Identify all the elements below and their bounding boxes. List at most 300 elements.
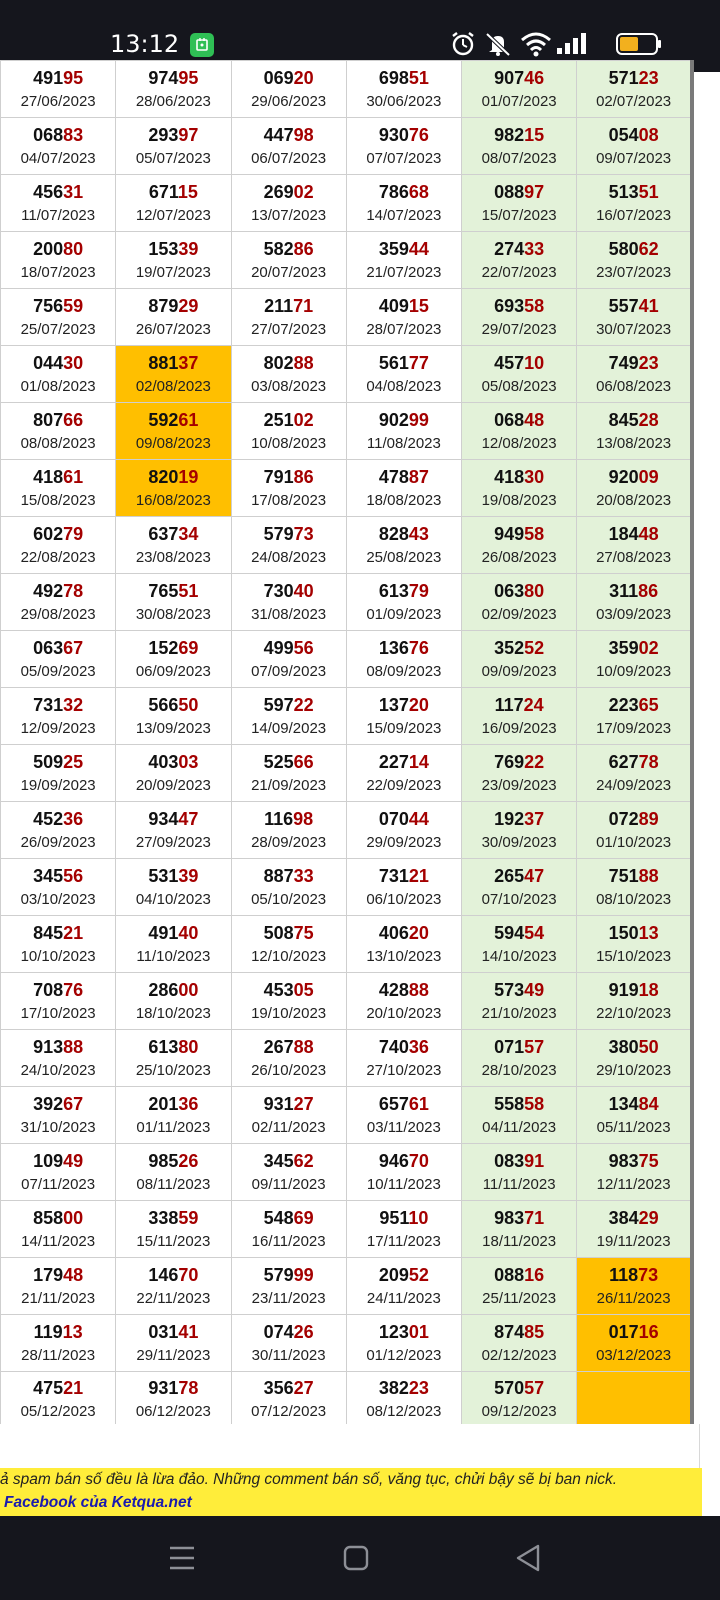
result-number	[116, 124, 230, 146]
result-number	[577, 865, 690, 887]
result-date: 04/10/2023	[135, 890, 211, 908]
result-cell	[1, 1315, 116, 1372]
result-date: 04/11/2023	[482, 1118, 557, 1136]
results-row	[1, 232, 693, 289]
result-number-tail: 23	[408, 1377, 429, 1398]
result-number-tail: 58	[524, 295, 545, 316]
result-cell	[577, 403, 692, 460]
result-number	[577, 751, 690, 773]
result-number-tail: 58	[524, 523, 545, 544]
result-number-head: 558	[494, 1093, 525, 1114]
result-number-tail: 05	[293, 979, 314, 1000]
result-number	[577, 979, 690, 1001]
result-date: 16/09/2023	[481, 719, 557, 737]
result-cell	[346, 1030, 461, 1087]
result-cell	[231, 289, 346, 346]
result-date: 29/07/2023	[481, 320, 557, 338]
result-cell	[577, 973, 692, 1030]
result-date: 08/07/2023	[481, 149, 557, 167]
result-number-tail: 13	[62, 1321, 83, 1342]
result-number-tail: 39	[178, 238, 199, 259]
result-cell	[577, 61, 692, 118]
result-number-tail: 15	[177, 181, 198, 202]
mute-icon	[484, 30, 512, 63]
result-number-tail: 95	[63, 67, 84, 88]
result-date: 29/09/2023	[366, 833, 442, 851]
result-date: 11/11/2023	[482, 1175, 556, 1193]
result-number	[1, 295, 115, 317]
result-number-tail: 98	[293, 124, 314, 145]
result-number-head: 274	[494, 238, 525, 259]
result-cell	[116, 916, 231, 973]
result-date: 18/11/2023	[482, 1232, 557, 1250]
result-number-tail: 52	[524, 637, 545, 658]
result-number	[462, 1264, 576, 1286]
result-number	[116, 181, 230, 203]
result-date: 06/09/2023	[135, 662, 211, 680]
result-cell	[116, 118, 231, 175]
result-number-head: 919	[608, 979, 639, 1000]
result-cell	[462, 118, 577, 175]
result-number-tail: 61	[178, 409, 199, 430]
result-number-head: 136	[378, 637, 409, 658]
result-number	[347, 523, 461, 545]
result-number	[232, 466, 346, 488]
result-date: 02/11/2023	[251, 1118, 326, 1136]
result-number-head: 403	[148, 751, 179, 772]
result-number-head: 693	[494, 295, 525, 316]
result-number	[232, 694, 346, 716]
result-number-tail: 21	[63, 922, 84, 943]
result-number-tail: 97	[178, 124, 199, 145]
result-number-head: 382	[378, 1377, 409, 1398]
result-number	[577, 124, 690, 146]
result-cell	[1, 574, 116, 631]
result-number	[347, 979, 461, 1001]
result-number	[1, 694, 115, 716]
result-number-head: 946	[378, 1150, 409, 1171]
result-number	[116, 238, 230, 260]
result-date: 04/08/2023	[366, 377, 442, 395]
facebook-link[interactable]: Facebook của Ketqua.net	[4, 1494, 192, 1511]
results-row	[1, 1372, 693, 1429]
result-number	[462, 238, 576, 260]
result-number-head: 769	[494, 751, 525, 772]
result-number-head: 452	[33, 808, 64, 829]
result-date: 24/10/2023	[20, 1061, 96, 1079]
result-cell	[577, 1201, 692, 1258]
result-cell	[346, 916, 461, 973]
result-number-tail: 44	[408, 808, 429, 829]
result-number-head: 983	[494, 1207, 525, 1228]
result-number	[462, 466, 576, 488]
result-number-tail: 70	[408, 1150, 429, 1171]
result-number-head: 602	[33, 523, 64, 544]
result-number	[232, 1150, 346, 1172]
result-date: 15/08/2023	[20, 491, 96, 509]
result-date: 29/10/2023	[596, 1061, 672, 1079]
result-cell	[116, 631, 231, 688]
result-number-head: 525	[263, 751, 294, 772]
result-number	[462, 580, 576, 602]
result-cell	[577, 802, 692, 859]
result-number-head: 074	[263, 1321, 294, 1342]
result-number-head: 293	[148, 124, 179, 145]
result-number	[116, 1207, 230, 1229]
home-icon[interactable]	[336, 1540, 376, 1576]
result-number	[462, 295, 576, 317]
results-table-container[interactable]	[0, 67, 694, 1424]
result-cell	[231, 61, 346, 118]
results-row	[1, 631, 693, 688]
result-number	[232, 1321, 346, 1343]
result-cell	[1, 460, 116, 517]
result-date: 23/07/2023	[596, 263, 672, 281]
result-number-head: 845	[608, 409, 639, 430]
result-cell	[231, 1315, 346, 1372]
result-number-tail: 70	[178, 1264, 199, 1285]
result-date: 08/09/2023	[366, 662, 442, 680]
result-cell	[231, 1087, 346, 1144]
result-number-head: 930	[378, 124, 409, 145]
result-date: 08/08/2023	[20, 434, 96, 452]
result-number	[577, 67, 690, 89]
result-number-head: 613	[148, 1036, 179, 1057]
result-number	[116, 352, 230, 374]
result-date: 12/10/2023	[251, 947, 327, 965]
result-number-head: 698	[378, 67, 409, 88]
result-number-head: 267	[263, 1036, 294, 1057]
result-cell	[462, 916, 577, 973]
result-cell	[231, 346, 346, 403]
result-number	[347, 637, 461, 659]
menu-icon[interactable]	[162, 1540, 202, 1576]
result-date: 25/08/2023	[366, 548, 442, 566]
result-number	[347, 1377, 461, 1399]
result-cell	[1, 973, 116, 1030]
result-cell	[231, 1030, 346, 1087]
result-cell	[116, 859, 231, 916]
result-number	[1, 1150, 115, 1172]
result-number-head: 072	[608, 808, 639, 829]
page-spacer	[0, 1424, 700, 1468]
result-number-head: 123	[378, 1321, 409, 1342]
result-number	[462, 865, 576, 887]
result-cell	[231, 973, 346, 1030]
result-date: 14/09/2023	[251, 719, 327, 737]
result-number-tail: 56	[63, 865, 84, 886]
result-number	[462, 637, 576, 659]
result-number-head: 828	[378, 523, 409, 544]
result-number	[116, 1036, 230, 1058]
result-number-tail: 15	[408, 295, 429, 316]
result-date: 25/07/2023	[20, 320, 96, 338]
result-number-tail: 00	[178, 979, 199, 1000]
result-date: 27/08/2023	[596, 548, 672, 566]
result-number	[462, 1036, 576, 1058]
result-date: 05/10/2023	[251, 890, 327, 908]
result-date: 01/10/2023	[596, 833, 672, 851]
result-number-head: 499	[263, 637, 294, 658]
result-number-head: 931	[148, 1377, 179, 1398]
result-number	[1, 637, 115, 659]
result-number-head: 820	[148, 466, 179, 487]
result-number-head: 594	[494, 922, 525, 943]
result-number-tail: 59	[63, 295, 84, 316]
result-cell	[462, 1144, 577, 1201]
result-number-tail: 37	[178, 352, 199, 373]
result-number-head: 791	[263, 466, 294, 487]
result-number-head: 345	[33, 865, 64, 886]
result-number-head: 211	[264, 295, 294, 316]
result-date: 14/11/2023	[21, 1232, 96, 1250]
result-cell	[462, 631, 577, 688]
result-date: 13/10/2023	[366, 947, 442, 965]
result-number	[1, 466, 115, 488]
result-number-head: 671	[148, 181, 178, 202]
result-number-tail: 57	[524, 1377, 545, 1398]
result-number-tail: 10	[408, 1207, 429, 1228]
result-date: 26/10/2023	[251, 1061, 327, 1079]
result-number-tail: 80	[178, 1036, 199, 1057]
result-number	[1, 1093, 115, 1115]
result-number-tail: 22	[293, 694, 314, 715]
result-number-tail: 98	[293, 808, 314, 829]
result-cell	[1, 1030, 116, 1087]
result-cell	[577, 1258, 692, 1315]
result-cell	[462, 574, 577, 631]
results-row	[1, 1144, 693, 1201]
result-number	[1, 1207, 115, 1229]
result-number-head: 068	[494, 409, 525, 430]
result-number	[347, 181, 461, 203]
result-number	[1, 352, 115, 374]
result-date: 07/11/2023	[21, 1175, 96, 1193]
result-date: 11/07/2023	[21, 206, 96, 224]
result-number-tail: 67	[63, 637, 84, 658]
result-date: 03/12/2023	[596, 1346, 672, 1364]
result-number-tail: 50	[638, 1036, 659, 1057]
result-cell	[577, 175, 692, 232]
result-date: 30/07/2023	[596, 320, 672, 338]
result-number-head: 531	[148, 865, 179, 886]
result-number	[1, 808, 115, 830]
result-number-head: 192	[494, 808, 525, 829]
result-number	[577, 238, 690, 260]
result-number-head: 765	[148, 580, 179, 601]
result-number-tail: 52	[408, 1264, 429, 1285]
result-date: 22/11/2023	[136, 1289, 211, 1307]
result-number-tail: 91	[524, 1150, 545, 1171]
results-row	[1, 916, 693, 973]
result-number	[462, 352, 576, 374]
result-number-tail: 25	[63, 751, 84, 772]
result-number	[1, 181, 115, 203]
result-date: 29/06/2023	[251, 92, 327, 110]
result-number	[577, 1036, 690, 1058]
result-date: 27/10/2023	[366, 1061, 442, 1079]
result-number-tail: 88	[638, 865, 659, 886]
result-date: 26/11/2023	[596, 1289, 671, 1307]
result-number-head: 491	[33, 67, 64, 88]
results-row	[1, 1030, 693, 1087]
result-number-tail: 48	[638, 523, 659, 544]
result-number	[232, 637, 346, 659]
result-cell	[462, 61, 577, 118]
result-number-tail: 76	[408, 637, 429, 658]
result-cell	[231, 1372, 346, 1429]
result-number	[1, 124, 115, 146]
result-number-head: 573	[494, 979, 525, 1000]
result-number-head: 265	[494, 865, 525, 886]
result-number-tail: 58	[524, 1093, 545, 1114]
result-date: 27/09/2023	[135, 833, 211, 851]
result-cell	[231, 745, 346, 802]
result-date: 19/09/2023	[20, 776, 96, 794]
result-cell	[346, 1087, 461, 1144]
result-number-head: 286	[148, 979, 179, 1000]
result-number	[577, 1264, 690, 1286]
results-row	[1, 403, 693, 460]
result-number	[577, 1150, 690, 1172]
result-number-tail: 61	[63, 466, 84, 487]
result-number-head: 118	[609, 1264, 639, 1285]
result-date: 26/07/2023	[135, 320, 211, 338]
result-number	[577, 580, 690, 602]
result-number	[116, 1321, 230, 1343]
result-number-tail: 27	[293, 1377, 314, 1398]
result-number	[462, 1321, 576, 1343]
result-number	[577, 295, 690, 317]
result-number-head: 146	[148, 1264, 179, 1285]
result-cell	[116, 289, 231, 346]
result-number-head: 311	[609, 580, 639, 601]
result-number-head: 088	[494, 181, 525, 202]
result-number-tail: 20	[408, 694, 429, 715]
result-number	[232, 409, 346, 431]
result-cell	[231, 574, 346, 631]
result-number-head: 580	[608, 238, 639, 259]
result-cell	[346, 403, 461, 460]
wifi-icon	[520, 30, 552, 63]
result-cell	[577, 1372, 692, 1429]
result-number-head: 117	[494, 694, 524, 715]
result-number-head: 731	[378, 865, 409, 886]
back-icon[interactable]	[508, 1540, 548, 1576]
result-cell	[462, 1258, 577, 1315]
result-date: 28/09/2023	[251, 833, 327, 851]
result-number	[462, 979, 576, 1001]
result-number-tail: 86	[293, 466, 314, 487]
result-number-head: 044	[33, 352, 64, 373]
result-number-tail: 48	[63, 1264, 84, 1285]
result-number-tail: 89	[638, 808, 659, 829]
result-number-head: 119	[33, 1321, 63, 1342]
result-date: 14/07/2023	[366, 206, 442, 224]
result-number-tail: 79	[63, 523, 84, 544]
result-number-head: 887	[263, 865, 294, 886]
result-date: 04/07/2023	[20, 149, 96, 167]
result-date: 09/07/2023	[596, 149, 672, 167]
results-row	[1, 859, 693, 916]
result-date: 24/11/2023	[366, 1289, 441, 1307]
result-number	[577, 409, 690, 431]
result-number	[1, 238, 115, 260]
result-number-tail: 22	[524, 751, 545, 772]
result-date: 28/06/2023	[135, 92, 211, 110]
result-number	[462, 124, 576, 146]
result-number-head: 582	[263, 238, 294, 259]
result-number	[462, 409, 576, 431]
result-date: 18/08/2023	[366, 491, 442, 509]
result-cell	[577, 859, 692, 916]
result-number-head: 751	[608, 865, 639, 886]
battery-icon	[616, 33, 662, 60]
result-number-head: 227	[378, 751, 409, 772]
result-number	[577, 181, 690, 203]
result-cell	[1, 1258, 116, 1315]
result-number-head: 613	[378, 580, 409, 601]
result-number-tail: 88	[63, 1036, 84, 1057]
result-number	[232, 295, 346, 317]
result-number	[232, 523, 346, 545]
result-number-head: 881	[148, 352, 179, 373]
result-cell	[577, 688, 692, 745]
result-number	[1, 1321, 115, 1343]
result-cell	[231, 631, 346, 688]
result-cell	[577, 1087, 692, 1144]
app-notification-icon	[190, 33, 214, 57]
result-number-head: 338	[148, 1207, 179, 1228]
result-date: 05/12/2023	[20, 1402, 96, 1420]
result-date: 12/09/2023	[20, 719, 96, 737]
result-date: 01/09/2023	[366, 605, 442, 623]
result-cell	[577, 1030, 692, 1087]
result-cell	[116, 1372, 231, 1429]
result-cell	[1, 61, 116, 118]
result-number-tail: 26	[178, 1150, 199, 1171]
result-date: 25/10/2023	[135, 1061, 211, 1079]
result-number	[347, 1150, 461, 1172]
result-number	[232, 808, 346, 830]
result-cell	[346, 973, 461, 1030]
result-cell	[577, 346, 692, 403]
result-cell	[346, 574, 461, 631]
result-number-tail: 21	[408, 865, 429, 886]
result-number-head: 017	[608, 1321, 639, 1342]
result-number-head: 418	[33, 466, 64, 487]
result-number	[347, 67, 461, 89]
result-number-head: 179	[33, 1264, 64, 1285]
result-date: 12/07/2023	[135, 206, 211, 224]
result-number-tail: 49	[63, 1150, 84, 1171]
result-date: 17/09/2023	[596, 719, 672, 737]
result-number	[1, 67, 115, 89]
result-number-tail: 20	[293, 67, 314, 88]
result-number-head: 513	[608, 181, 639, 202]
result-number-head: 985	[148, 1150, 179, 1171]
result-date: 13/09/2023	[135, 719, 211, 737]
result-number-tail: 51	[408, 67, 429, 88]
result-date: 03/10/2023	[20, 890, 96, 908]
result-cell	[462, 1030, 577, 1087]
result-date: 03/09/2023	[596, 605, 672, 623]
result-number-tail: 13	[638, 922, 659, 943]
result-date: 16/07/2023	[596, 206, 672, 224]
result-number-tail: 36	[178, 1093, 199, 1114]
result-number-tail: 88	[408, 979, 429, 1000]
result-date: 21/11/2023	[21, 1289, 96, 1307]
